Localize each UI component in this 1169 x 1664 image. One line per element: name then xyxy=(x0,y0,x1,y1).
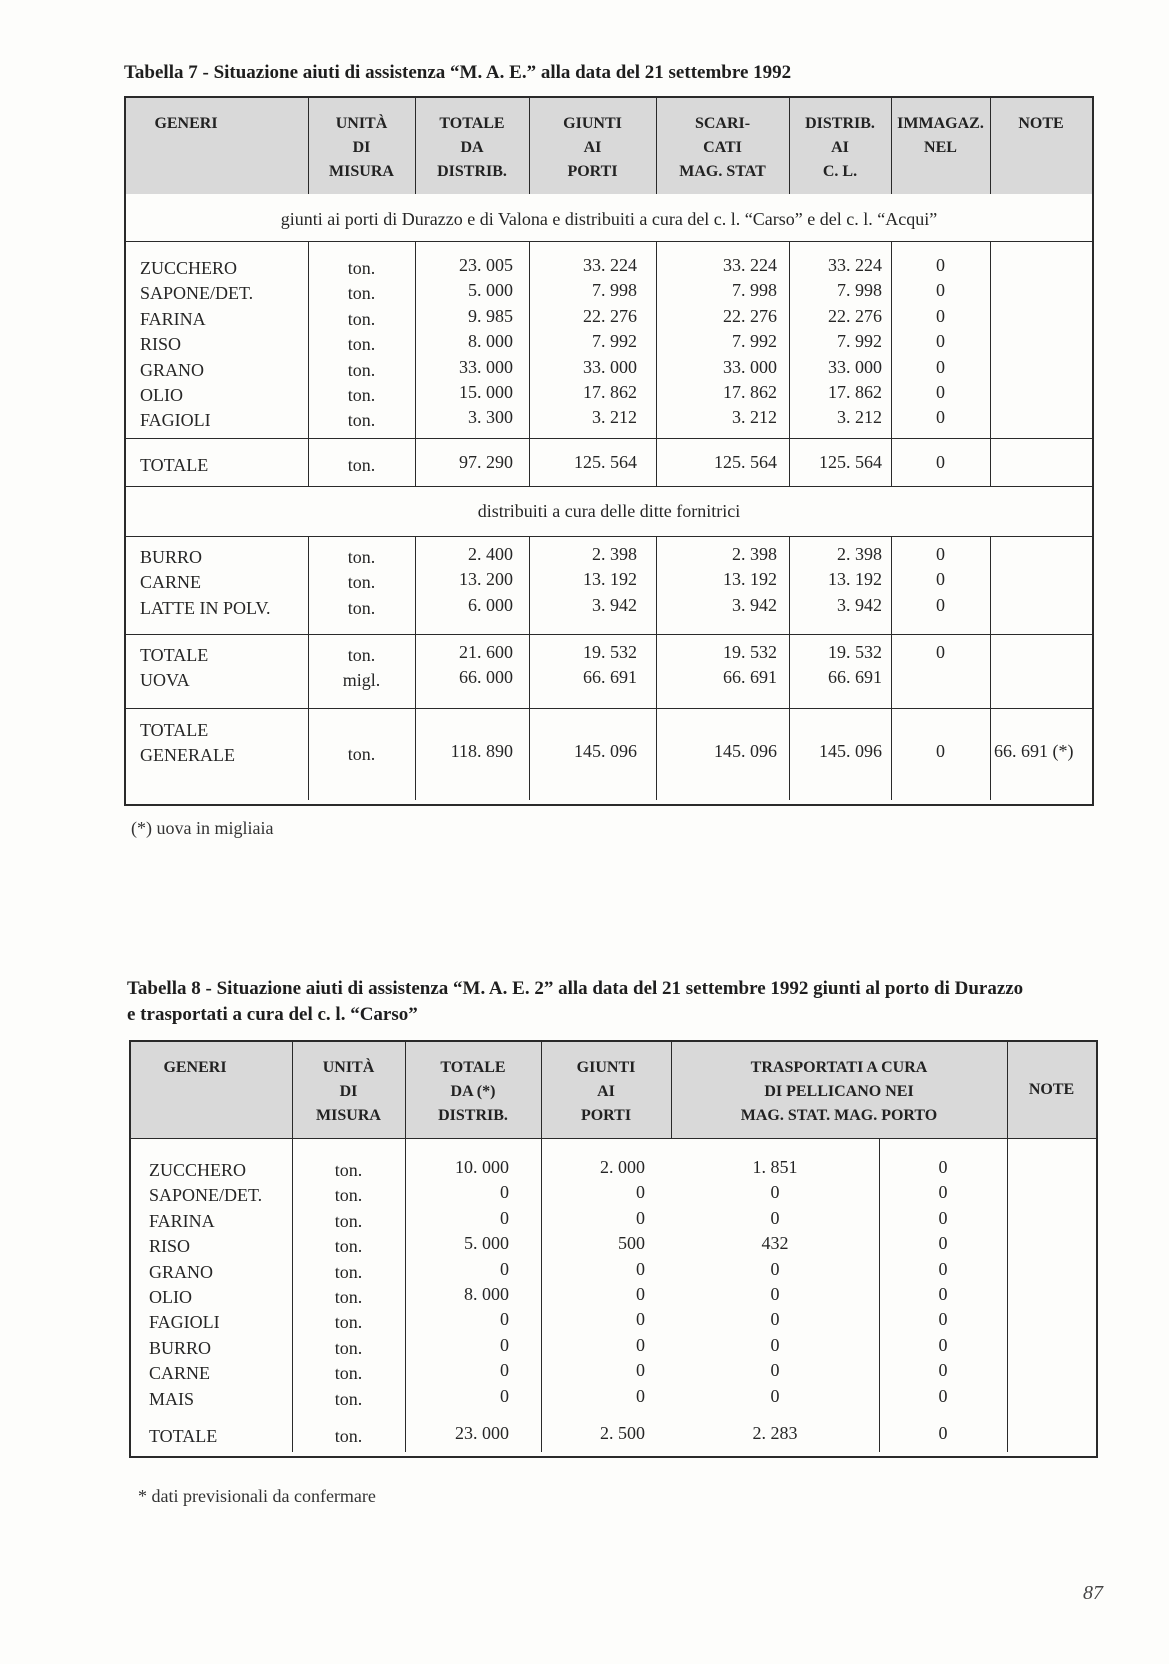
table7-section-2: distribuiti a cura delle ditte fornitrici xyxy=(477,501,741,521)
t7-tot1-scaricati: 125. 564 xyxy=(714,452,777,472)
t7-tot1-label: TOTALE xyxy=(140,455,209,475)
list-item: CARNE xyxy=(140,572,202,593)
header-note: NOTE xyxy=(1018,115,1064,132)
table7-title: Tabella 7 - Situazione aiuti di assistenza “M. A. E.” alla data del 21 settembre 1992 xyxy=(124,62,792,83)
header-scaricati-mag-stat: SCARI- CATI MAG. STAT xyxy=(679,115,766,180)
list-item: OLIO xyxy=(140,384,183,405)
list-item: ZUCCHERO xyxy=(149,1160,247,1180)
t7-g1-distrib: 33. 224 7. 998 22. 276 7. 992 33. 000 17. 862 3. 212 xyxy=(828,255,882,428)
table7-footnote: (*) uova in migliaia xyxy=(131,818,274,838)
t7-grand-scaricati: 145. 096 xyxy=(714,741,777,761)
t7-tot1-immagaz: 0 xyxy=(936,452,945,472)
t8-generi xyxy=(149,1158,299,1412)
table7 xyxy=(124,96,1094,806)
t7-grand-immagaz: 0 xyxy=(936,741,945,761)
list-item: GRANO xyxy=(149,1261,214,1282)
t7-grand-giunti: 145. 096 xyxy=(574,741,637,761)
t7-tot1-totale: 97. 290 xyxy=(459,452,513,472)
list-item: SAPONE/DET. xyxy=(149,1185,263,1206)
list-item: UOVA xyxy=(140,670,190,691)
list-item: FAGIOLI xyxy=(149,1312,220,1333)
t7-g3-giunti: 19. 532 66. 691 xyxy=(583,642,637,688)
list-item: CARNE xyxy=(149,1363,211,1384)
t8-tot-label: TOTALE xyxy=(149,1426,218,1446)
t8-giunti: 2. 000 0 0 500 0 0 0 0 0 0 xyxy=(600,1157,645,1406)
t8-tot-giunti: 2. 500 xyxy=(600,1423,645,1443)
list-item: BURRO xyxy=(140,547,203,567)
t7-g3-unita: ton. migl. xyxy=(342,645,381,691)
table8-title-line2: e trasportati a cura del c. l. “Carso” xyxy=(127,1004,418,1025)
t7-g3-scaricati: 19. 532 66. 691 xyxy=(723,642,777,688)
header-generi: GENERI xyxy=(154,115,218,132)
list-item: FARINA xyxy=(140,308,206,329)
t7-g2-totale: 2. 400 13. 200 6. 000 xyxy=(459,544,513,615)
t7-g2-generi xyxy=(140,545,310,621)
list-item: MAIS xyxy=(149,1388,195,1409)
table8 xyxy=(129,1040,1098,1458)
t7-g3-distrib: 19. 532 66. 691 xyxy=(828,642,882,688)
header-distrib-ai-cl: DISTRIB. AI C. L. xyxy=(805,115,875,180)
t7-g1-unita: ton. ton. ton. ton. ton. ton. ton. xyxy=(347,258,376,431)
header-unita-di-misura: UNITÀ DI MISURA xyxy=(329,115,394,180)
t8-header-trasportati: TRASPORTATI A CURA DI PELLICANO NEI MAG. STAT. MAG. PORTO xyxy=(740,1059,938,1124)
t8-mag-porto: 0 0 0 0 0 0 0 0 0 0 xyxy=(938,1157,948,1406)
t8-header-giunti-ai-porti: GIUNTI AI PORTI xyxy=(576,1059,636,1124)
t7-grand-note: 66. 691 (*) xyxy=(994,741,1074,761)
list-item: FARINA xyxy=(149,1210,215,1231)
t7-tot1-unita: ton. xyxy=(347,455,376,475)
t7-g2-distrib: 2. 398 13. 192 3. 942 xyxy=(828,544,882,615)
t7-g3-immagaz: 0 xyxy=(936,642,945,662)
page-number: 87 xyxy=(1083,1582,1103,1604)
t8-tot-mag-stat: 2. 283 xyxy=(752,1423,798,1443)
t7-grand-distrib: 145. 096 xyxy=(819,741,882,761)
header-totale-da-distrib: TOTALE DA DISTRIB. xyxy=(437,115,507,180)
table7-section-1: giunti ai porti di Durazzo e di Valona e distribuiti a cura del c. l. “Carso” e del c. l. “Acqui” xyxy=(280,209,938,229)
t7-grand-totale: 118. 890 xyxy=(450,741,513,761)
t8-header-note: NOTE xyxy=(1028,1081,1075,1098)
header-immagaz-nel: IMMAGAZ. NEL xyxy=(897,115,984,156)
t8-header-unita-di-misura: UNITÀ DI MISURA xyxy=(316,1059,381,1124)
t7-g3-generi xyxy=(140,643,310,694)
list-item: BURRO xyxy=(149,1337,212,1358)
t7-g2-scaricati: 2. 398 13. 192 3. 942 xyxy=(723,544,777,615)
t8-tot-mag-porto: 0 xyxy=(938,1423,948,1443)
header-giunti-ai-porti: GIUNTI AI PORTI xyxy=(563,115,622,180)
list-item: FAGIOLI xyxy=(140,410,211,431)
list-item: ZUCCHERO xyxy=(140,258,238,278)
t8-header-generi: GENERI xyxy=(163,1059,227,1076)
t7-g1-immagaz: 0 0 0 0 0 0 0 xyxy=(936,255,945,428)
t7-g2-immagaz: 0 0 0 xyxy=(936,544,945,615)
t7-g1-giunti: 33. 224 7. 998 22. 276 7. 992 33. 000 17. 862 3. 212 xyxy=(583,255,637,428)
list-item: RISO xyxy=(149,1236,191,1257)
t7-g1-generi xyxy=(140,256,305,434)
list-item: LATTE IN POLV. xyxy=(140,597,271,618)
t8-mag-stat: 1. 851 0 0 432 0 0 0 0 0 0 xyxy=(752,1157,798,1406)
t7-g2-unita: ton. ton. ton. xyxy=(347,547,376,618)
t7-grand-label: TOTALE GENERALE xyxy=(140,720,235,766)
table8-title-line1: Tabella 8 - Situazione aiuti di assistenza “M. A. E. 2” alla data del 21 settembre 1992 giunti al porto di Durazzo xyxy=(127,978,1024,999)
t8-unita: ton. ton. ton. ton. ton. ton. ton. ton. ton. ton. xyxy=(334,1160,363,1409)
t7-g2-giunti: 2. 398 13. 192 3. 942 xyxy=(583,544,637,615)
table8-footnote: * dati previsionali da confermare xyxy=(138,1486,376,1506)
list-item: RISO xyxy=(140,334,182,355)
t7-g1-scaricati: 33. 224 7. 998 22. 276 7. 992 33. 000 17. 862 3. 212 xyxy=(723,255,777,428)
t7-grand-unita: ton. xyxy=(347,744,376,764)
list-item: OLIO xyxy=(149,1286,192,1307)
list-item: GRANO xyxy=(140,359,205,380)
t8-tot-totale: 23. 000 xyxy=(455,1423,509,1443)
list-item: TOTALE xyxy=(140,645,209,665)
t7-g3-totale: 21. 600 66. 000 xyxy=(459,642,513,688)
t7-tot1-giunti: 125. 564 xyxy=(574,452,637,472)
t7-tot1-distrib: 125. 564 xyxy=(819,452,882,472)
t8-tot-unita: ton. xyxy=(334,1426,363,1446)
t7-g1-totale: 23. 005 5. 000 9. 985 8. 000 33. 000 15. 000 3. 300 xyxy=(459,255,513,428)
list-item: SAPONE/DET. xyxy=(140,283,254,304)
t8-totale: 10. 000 0 0 5. 000 0 8. 000 0 0 0 0 xyxy=(455,1157,509,1406)
t8-header-totale-da-distrib: TOTALE DA (*) DISTRIB. xyxy=(438,1059,508,1124)
